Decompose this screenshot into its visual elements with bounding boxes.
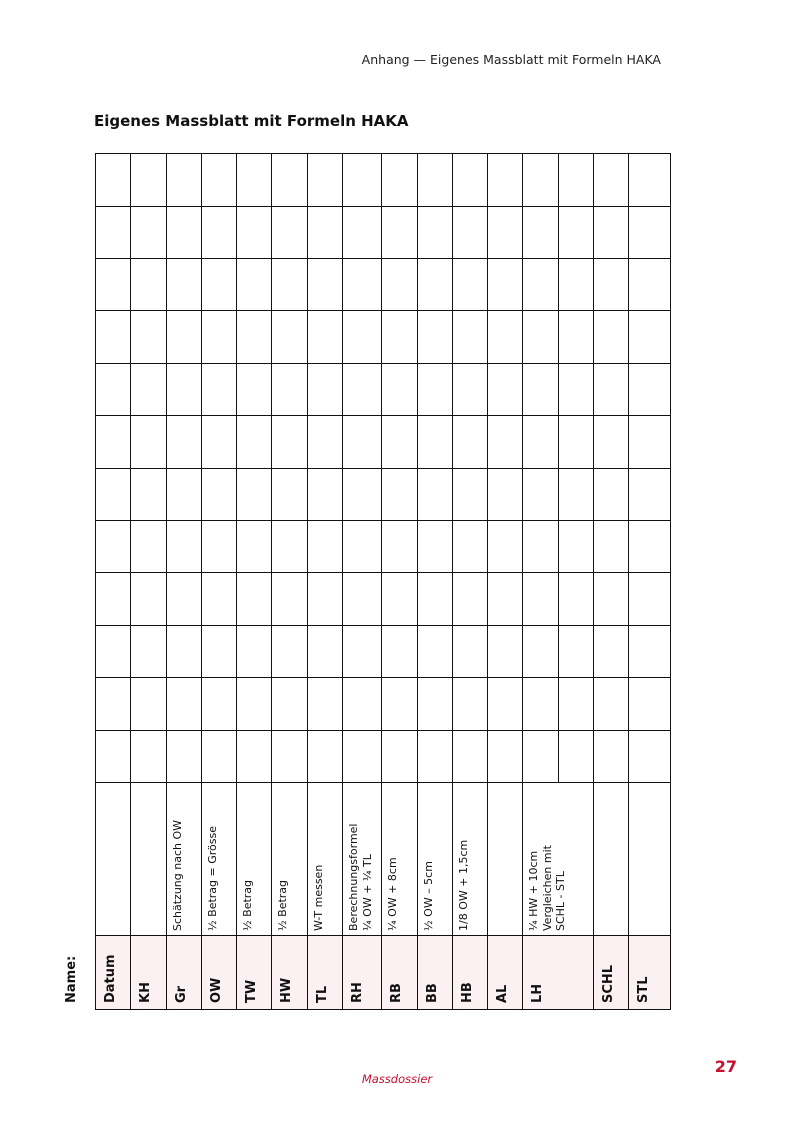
table-column-divider — [342, 153, 343, 1009]
table-column-divider — [628, 153, 629, 1009]
table-column-divider — [522, 153, 523, 1009]
column-label: TL — [315, 985, 330, 1003]
column-formula: ¼ OW + 8cm — [386, 857, 399, 931]
table-row-divider — [95, 206, 671, 207]
column-formula: ½ OW – 5cm — [422, 861, 435, 931]
table-row-divider — [95, 625, 671, 626]
table-row-divider — [95, 1009, 671, 1010]
name-label: Name: — [64, 955, 79, 1003]
footer-title: Massdossier — [361, 1072, 433, 1086]
page-title: Eigenes Massblatt mit Formeln HAKA — [94, 112, 409, 130]
column-label: TW — [244, 979, 259, 1003]
column-label: LH — [530, 983, 545, 1003]
table-row-divider — [95, 310, 671, 311]
column-label: RB — [389, 983, 404, 1003]
table-column-divider — [271, 153, 272, 1009]
table-row-divider — [95, 572, 671, 573]
table-row-divider — [95, 730, 671, 731]
column-label: AL — [495, 984, 510, 1003]
column-label: OW — [209, 977, 224, 1003]
table-column-divider — [166, 153, 167, 1009]
table-column-divider — [452, 153, 453, 1009]
column-formula: W-T messen — [312, 864, 325, 931]
table-column-divider — [487, 153, 488, 1009]
table-column-divider — [307, 153, 308, 1009]
column-formula: ½ Betrag — [241, 879, 254, 931]
table-row-divider — [95, 935, 671, 936]
column-formula: ½ Betrag — [276, 879, 289, 931]
column-label: Datum — [103, 954, 118, 1003]
column-formula: ½ Betrag = Grösse — [206, 825, 219, 931]
table-column-divider — [130, 153, 131, 1009]
table-row-divider — [95, 677, 671, 678]
column-label: SCHL — [601, 964, 616, 1003]
column-label: KH — [138, 982, 153, 1003]
column-formula: Schätzung nach OW — [171, 819, 184, 931]
table-row-divider — [95, 468, 671, 469]
column-label: RH — [350, 982, 365, 1003]
column-formula: ¼ HW + 10cm Vergleichen mit SCHL - STL — [527, 845, 567, 931]
measurement-table — [95, 153, 670, 1009]
table-column-divider — [381, 153, 382, 1009]
table-row-divider — [95, 153, 671, 154]
column-label: STL — [636, 976, 651, 1003]
table-row-divider — [95, 258, 671, 259]
table-column-divider — [236, 153, 237, 1009]
table-row-divider — [95, 520, 671, 521]
column-label: HW — [279, 977, 294, 1003]
table-column-divider — [201, 153, 202, 1009]
table-row-divider — [95, 363, 671, 364]
table-row-divider — [95, 415, 671, 416]
table-column-divider — [95, 153, 96, 1009]
page-number: 27 — [714, 1057, 737, 1076]
column-label: BB — [425, 983, 440, 1003]
column-label: HB — [460, 982, 475, 1003]
column-formula: Berechnungsformel ¼ OW + ¼ TL — [347, 823, 374, 931]
table-column-divider — [593, 153, 594, 1009]
table-column-divider — [417, 153, 418, 1009]
column-formula: 1/8 OW + 1,5cm — [457, 839, 470, 931]
table-row-divider — [95, 782, 671, 783]
column-label: Gr — [174, 985, 189, 1003]
table-column-divider — [670, 153, 671, 1009]
running-header: Anhang — Eigenes Massblatt mit Formeln HAKA — [361, 52, 661, 67]
